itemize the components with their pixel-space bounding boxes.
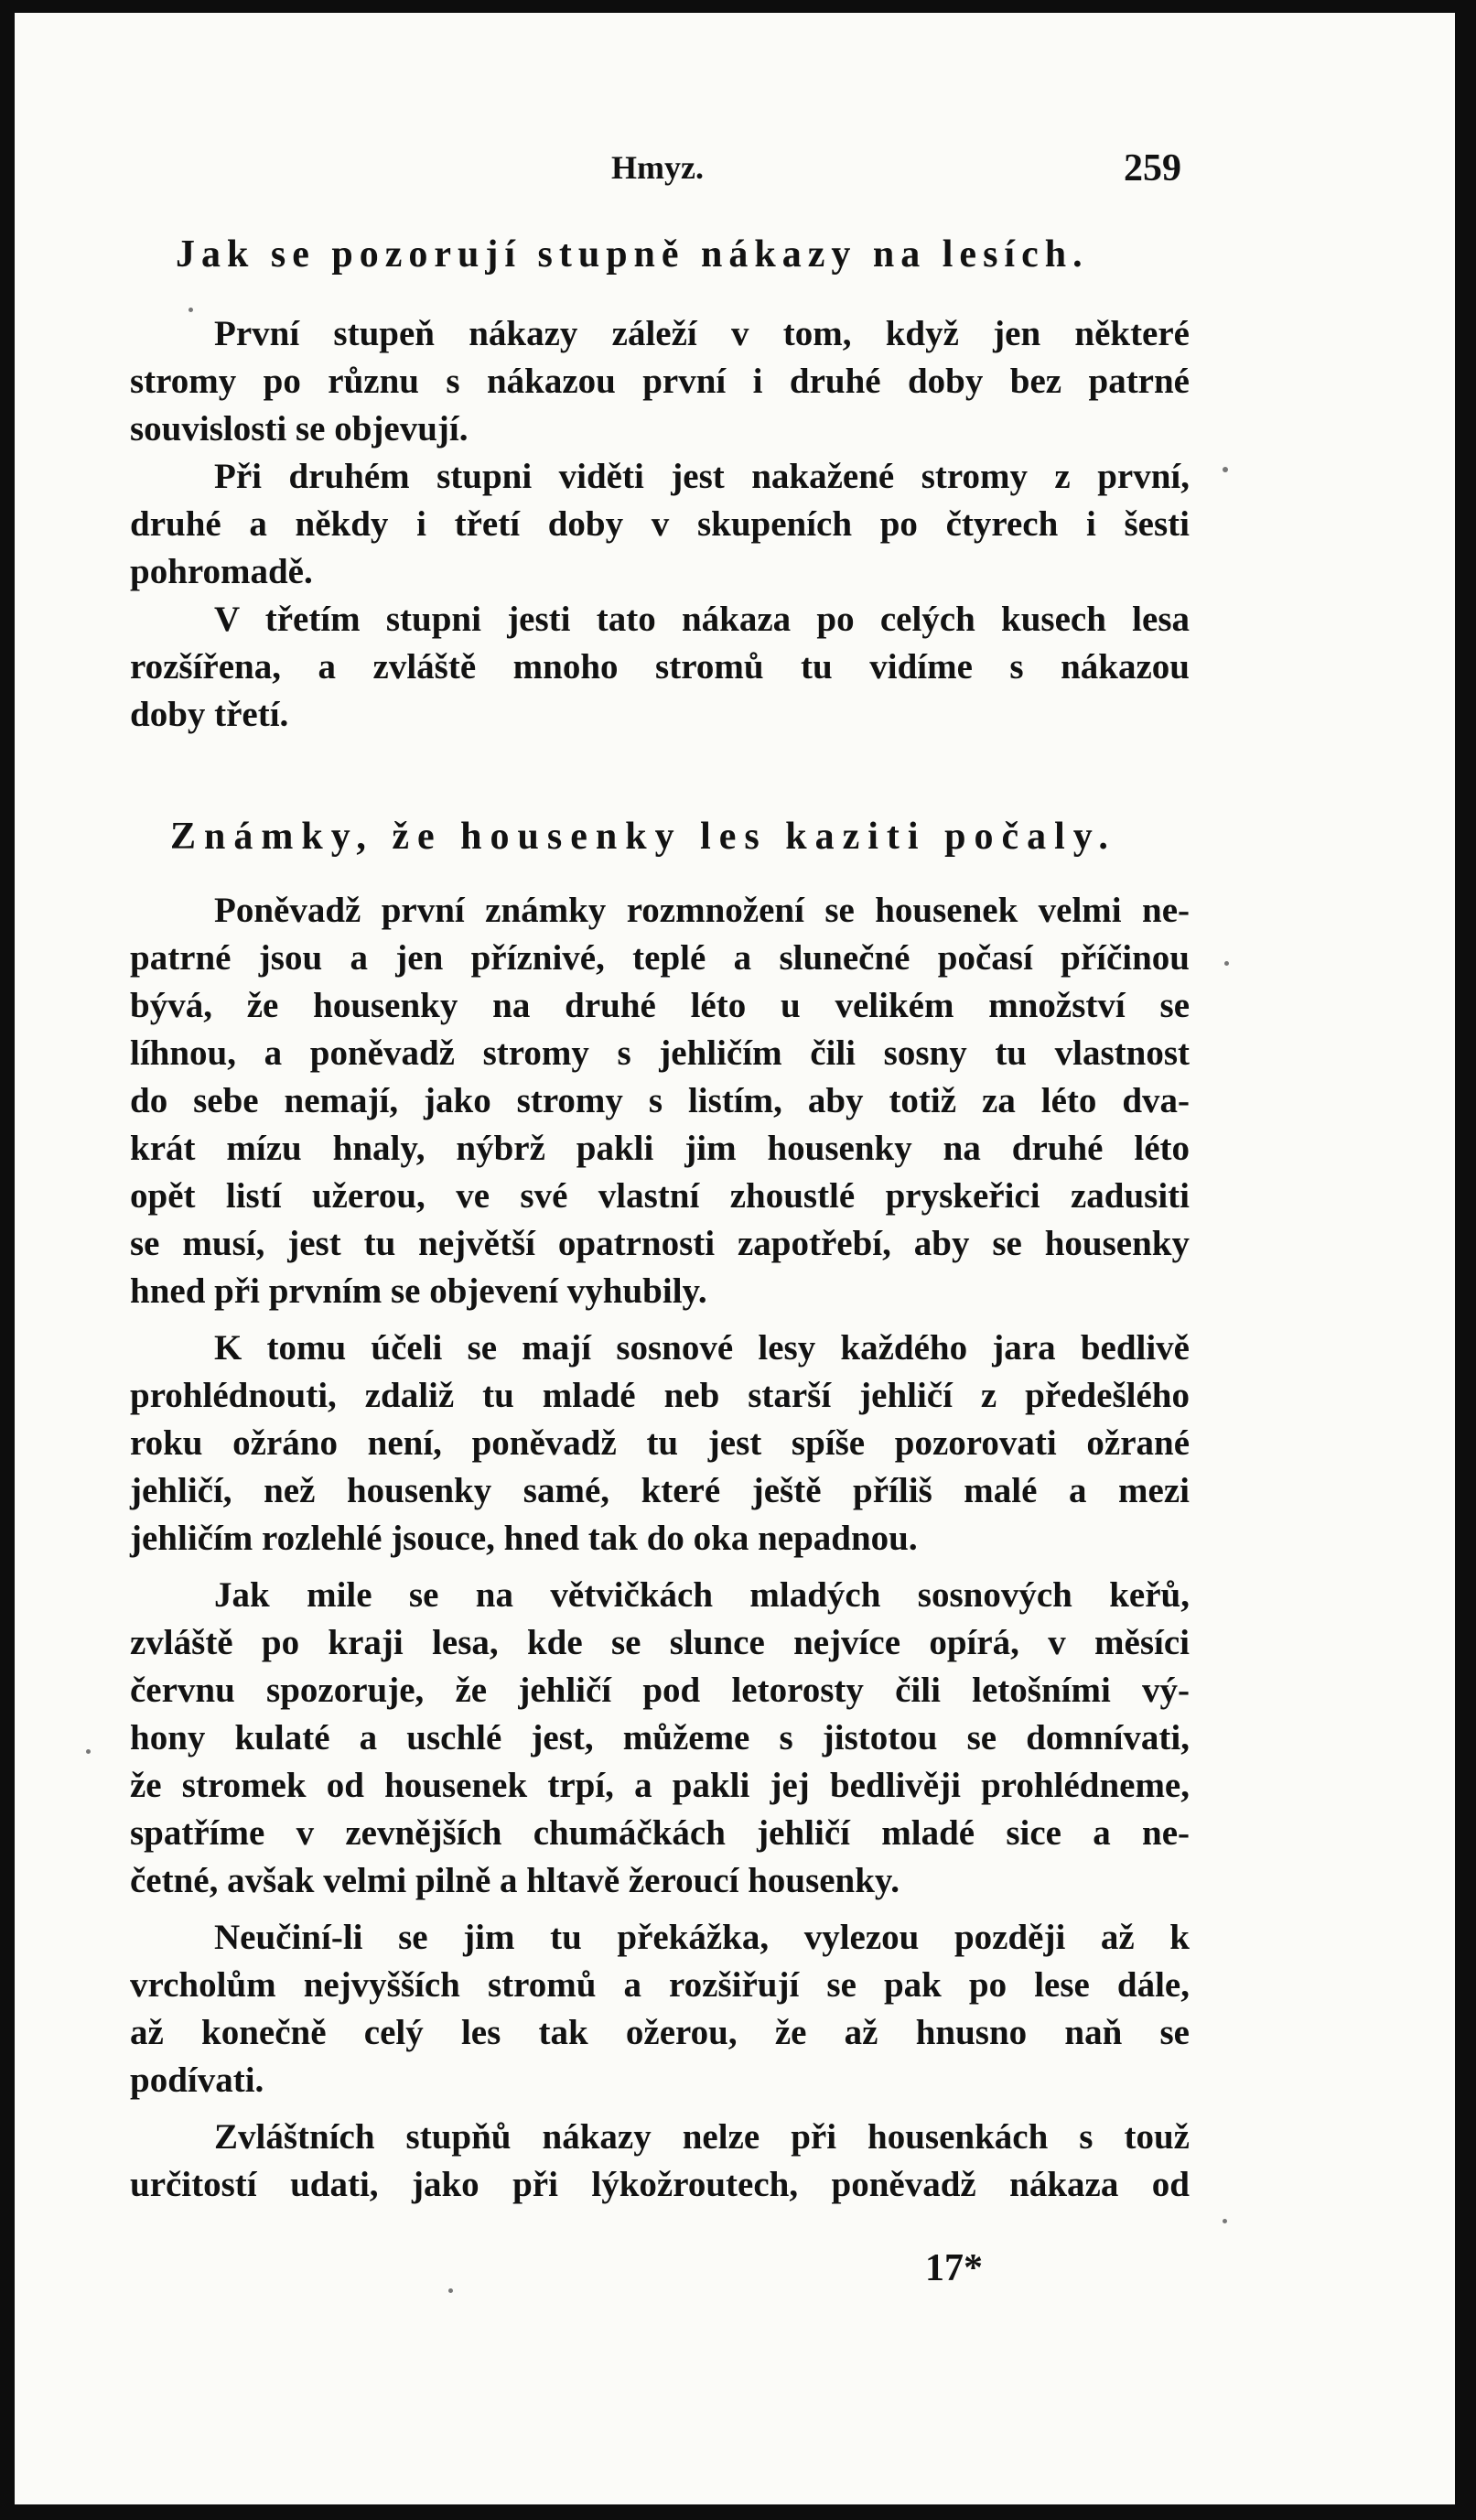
text-line: se musí, jest tu největší opatrnosti zapotřebí, aby se housenky xyxy=(130,1224,1190,1263)
text-line: Zvláštních stupňů nákazy nelze při housenkách s touž xyxy=(214,2117,1190,2157)
text-line: patrné jsou a jen příznivé, teplé a slunečné počasí příčinou xyxy=(130,938,1190,978)
text-line: jehličí, než housenky samé, které ještě příliš malé a mezi xyxy=(130,1471,1190,1510)
text-line: V třetím stupni jesti tato nákaza po celých kusech lesa xyxy=(214,600,1190,639)
text-line: opět listí užerou, ve své vlastní zhoustlé pryskeřici zadusiti xyxy=(130,1176,1190,1216)
page-text xyxy=(15,13,1455,2504)
text-line: spatříme v zevnějších chumáčkách jehličí mladé sice a ne- xyxy=(130,1813,1190,1853)
text-line: Neučiní-li se jim tu překážka, vylezou později až k xyxy=(214,1918,1190,1957)
text-line: krát mízu hnaly, nýbrž pakli jim housenky na druhé léto xyxy=(130,1129,1190,1168)
text-line: vrcholům nejvyšších stromů a rozšiřují se pak po lese dále, xyxy=(130,1965,1190,2005)
text-line: bývá, že housenky na druhé léto u velikém množství se xyxy=(130,986,1190,1025)
text-line: určitostí udati, jako při lýkožroutech, poněvadž nákaza od xyxy=(130,2165,1190,2204)
book-page xyxy=(15,13,1455,2504)
text-line: Při druhém stupni viděti jest nakažené stromy z první, xyxy=(214,457,1190,496)
scan-speck xyxy=(1223,2219,1227,2223)
signature-mark: 17* xyxy=(925,2247,983,2289)
text-line: jehličím rozlehlé jsouce, hned tak do oka nepadnou. xyxy=(130,1519,918,1558)
page-number: 259 xyxy=(1124,147,1181,189)
text-line: že stromek od housenek trpí, a pakli jej bedlivěji prohlédneme, xyxy=(130,1766,1190,1805)
text-line: hony kulaté a uschlé jest, můžeme s jistotou se domnívati, xyxy=(130,1718,1190,1758)
text-line: První stupeň nákazy záleží v tom, když jen některé xyxy=(214,314,1190,353)
scan-speck xyxy=(189,308,193,312)
text-line: doby třetí. xyxy=(130,695,289,734)
text-line: K tomu účeli se mají sosnové lesy každého jara bedlivě xyxy=(214,1328,1190,1368)
text-line: rozšířena, a zvláště mnoho stromů tu vidíme s nákazou xyxy=(130,647,1190,687)
text-line: roku ožráno není, poněvadž tu jest spíše pozorovati ožrané xyxy=(130,1423,1190,1463)
text-line: pohromadě. xyxy=(130,552,313,591)
text-line: líhnou, a poněvadž stromy s jehličím čili sosny tu vlastnost xyxy=(130,1033,1190,1073)
text-line: Jak mile se na větvičkách mladých sosnových keřů, xyxy=(214,1575,1190,1615)
scan-speck xyxy=(86,1749,91,1754)
text-line: četné, avšak velmi pilně a hltavě žeroucí housenky. xyxy=(130,1861,900,1900)
running-header: Hmyz. xyxy=(611,149,704,186)
scan-speck xyxy=(1224,961,1229,966)
text-line: stromy po různu s nákazou první i druhé doby bez patrné xyxy=(130,362,1190,401)
text-line: do sebe nemají, jako stromy s listím, aby totiž za léto dva- xyxy=(130,1081,1190,1120)
text-line: prohlédnouti, zdaliž tu mladé neb starší jehličí z předešlého xyxy=(130,1376,1190,1415)
text-line: červnu spozoruje, že jehličí pod letorosty čili letošními vý- xyxy=(130,1671,1190,1710)
section-heading: Známky, že housenky les kaziti počaly. xyxy=(170,816,1116,858)
text-line: podívati. xyxy=(130,2060,264,2100)
scan-speck xyxy=(1223,467,1228,472)
scan-speck xyxy=(448,2288,453,2293)
text-line: hned při prvním se objevení vyhubily. xyxy=(130,1271,707,1311)
text-line: Poněvadž první známky rozmnožení se housenek velmi ne- xyxy=(214,891,1190,930)
text-line: druhé a někdy i třetí doby v skupeních po čtyrech i šesti xyxy=(130,504,1190,544)
text-line: zvláště po kraji lesa, kde se slunce nejvíce opírá, v měsíci xyxy=(130,1623,1190,1662)
text-line: souvislosti se objevují. xyxy=(130,409,469,449)
section-heading: Jak se pozorují stupně nákazy na lesích. xyxy=(176,233,1089,276)
text-line: až konečně celý les tak ožerou, že až hnusno naň se xyxy=(130,2013,1190,2052)
